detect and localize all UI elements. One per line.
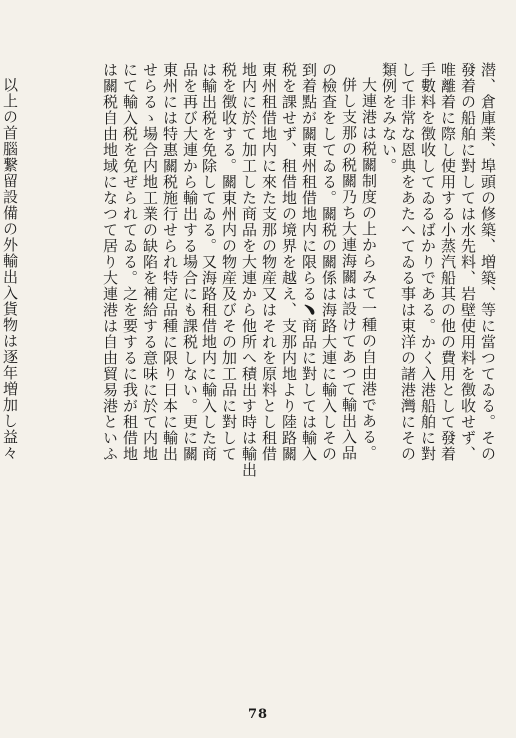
text-line: の檢査をしてゐる。關税の關係は海路大連に輸入しその <box>320 62 338 462</box>
text-line: 以上の首腦繋留設備の外輸出入貨物は逐年増加し益々 <box>1 77 19 461</box>
text-line: 潜、倉庫業、埠頭の修築、増築、等に當つてゐる。その <box>479 62 497 462</box>
text-line: 手數料を徴收してゐるばかりである。かく入港船舶に對 <box>419 62 437 462</box>
text-line: 唯離着に際し使用する小蒸汽船其の他の費用として發着 <box>439 62 457 462</box>
text-line: にて輸入税を免ぜられてゐる。之を要するに我が租借地 <box>121 62 139 462</box>
text-line: 併し支那の税關乃ち大連海關は設けてあつて輸出入品 <box>340 77 358 461</box>
text-line: して非常な恩典をあたへてゐる事は東洋の諸港灣にその <box>399 62 417 462</box>
text-line: 類例をみない。 <box>380 62 398 174</box>
text-line: 税を課せず、租借地の境界を越え、支那内地より陸路關 <box>280 62 298 462</box>
text-line: 大連港は税關制度の上からみて一種の自由港である。 <box>360 77 378 461</box>
text-line: は關税自由地域になつて居り大連港は自由貿易港といふ <box>101 62 119 462</box>
text-line: 地内に於て加工した商品を大連から他所へ積出す時は輸出 <box>240 62 258 478</box>
text-line: せらるゝ場合内地工業の缺陷を補給する意味に於て内地 <box>141 62 159 462</box>
text-line: 税を徴收する。關東州内の物産及びその加工品に對して <box>220 62 238 462</box>
text-line: 東州には特惠關税施行せられ特定品種に限り日本に輸出 <box>161 62 179 462</box>
text-line: 品を再び大連から輸出する場合にも課税しない。更に關 <box>181 62 199 462</box>
text-line: 到着點が關東州租借地内に限らる﹅商品に對しては輸入 <box>300 62 318 462</box>
text-line: は輸出税を免除してゐる。又海路租借地内に輸入した商 <box>200 62 218 462</box>
text-line: 發着の船舶に對しては水先料、岩壁使用料を徴收せず、 <box>459 62 477 462</box>
text-line: 東州租借地内に來た支那の物産又はそれを原料とし租借 <box>260 62 278 462</box>
page-number: 78 <box>247 707 269 722</box>
